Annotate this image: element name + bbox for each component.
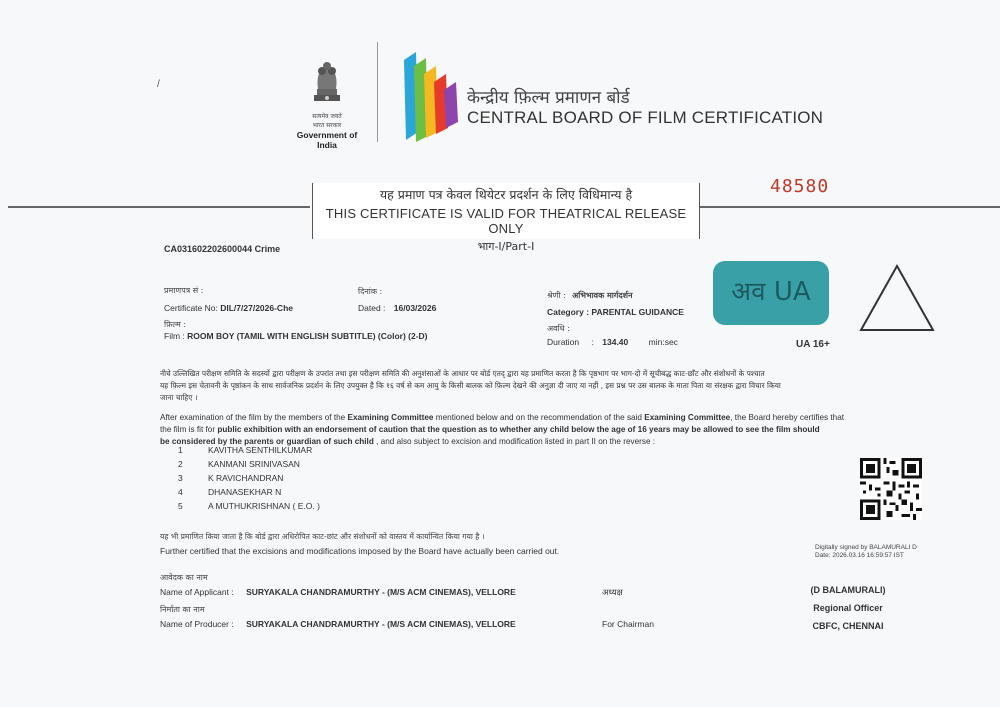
en-bold: Examining Committee (644, 413, 731, 422)
duration-unit: min:sec (648, 337, 678, 347)
applicant-label: Name of Applicant : (160, 587, 234, 597)
member-name: K RAVICHANDRAN (208, 473, 284, 483)
validity-box (312, 183, 700, 253)
date-label: Dated : (358, 303, 386, 313)
emblem-text-en: Government of India (296, 130, 358, 150)
producer-value: SURYAKALA CHANDRAMURTHY - (M/S ACM CINEMAS), VELLORE (246, 619, 516, 629)
category-label: Category (547, 307, 584, 317)
org-name-en: CENTRAL BOARD OF FILM CERTIFICATION (467, 108, 824, 127)
member-number: 5 (178, 501, 183, 511)
committee-members-list (178, 445, 320, 515)
english-paragraph (160, 412, 920, 448)
validity-part: भाग-I/Part-I (477, 240, 535, 253)
hindi-paragraph (160, 368, 920, 404)
date-row (358, 303, 436, 313)
signatory-name: (D BALAMURALI) (810, 585, 886, 595)
category-value: : PARENTAL GUIDANCE (586, 307, 684, 317)
triangle-symbol-icon (857, 262, 937, 334)
member-name: DHANASEKHAR N (208, 487, 282, 497)
digital-signature-line2: Date: 2026.03.16 16:59:57 IST (815, 552, 904, 559)
chair-label-en: For Chairman (602, 619, 654, 629)
en-bold: be considered by the parents or guardian of such child (160, 437, 374, 446)
category-label-hi: श्रेणी : (547, 291, 566, 300)
film-label: Film : (164, 331, 185, 341)
en-text: the film is fit for (160, 425, 218, 434)
signatory-office: CBFC, CHENNAI (812, 621, 884, 631)
validity-en: THIS CERTIFICATE IS VALID FOR THEATRICAL RELEASE ONLY (325, 206, 687, 236)
english-line-2 (160, 424, 920, 436)
cert-no-label-hi: प्रमाणपत्र सं : (164, 286, 204, 295)
stray-mark: / (157, 79, 160, 90)
list-item (178, 487, 320, 501)
digital-signature-line1: Digitally signed by BALAMURALI D (815, 544, 917, 551)
en-text: After examination of the film by the members of the (160, 413, 348, 422)
chair-label-hi: अध्यक्ष (602, 588, 623, 598)
duration-row: Duration : 134.40 min:sec (547, 337, 678, 347)
category-row (547, 307, 684, 317)
member-number: 4 (178, 487, 183, 497)
producer-label: Name of Producer : (160, 619, 234, 629)
duration-label-hi: अवधि : (547, 324, 570, 333)
en-text: , the Board hereby certifies that (730, 413, 845, 422)
hindi-line-2: यह फ़िल्म इस चेतावनी के पृष्ठांकन के साथ सार्वजनिक प्रदर्शन के लिए उपयुक्त है कि १६ वर्ष से कम आयु के किसी बालक को फ़िल्म देखने की अनुज्ञा दी जाए या नहीं , इस प्रश्न पर उस बालक के माता पिता या संरक्षक द्वारा विचार किया (160, 381, 781, 390)
applicant-row (160, 587, 516, 597)
applicant-label-hi: आवेदक का नाम (160, 573, 208, 582)
producer-row (160, 619, 516, 629)
en-text: , and also subject to excision and modification listed in part II on the reverse : (373, 437, 656, 446)
rating-badge: अव UA (713, 261, 829, 325)
certificate-serial-number: 48580 (770, 176, 830, 197)
further-hi: यह भी प्रमाणित किया जाता है कि बोर्ड द्वारा अधिरोपित काट-छांट और संशोधनों को वास्तव में कार्यान्वित किया गया है । (160, 532, 485, 541)
en-bold: Examining Committee (347, 413, 434, 422)
category-value-hi: अभिभावक मार्गदर्शन (572, 291, 633, 300)
org-name-hi: केन्द्रीय फ़िल्म प्रमाणन बोर्ड (467, 88, 630, 108)
producer-label-hi: निर्माता का नाम (160, 605, 205, 614)
film-row (164, 331, 428, 341)
duration-value: 134.40 (602, 337, 629, 347)
member-name: A MUTHUKRISHNAN ( E.O. ) (208, 501, 320, 511)
emblem-text-hi: भारत सरकार (312, 122, 342, 129)
digital-signature (815, 544, 917, 560)
film-value: ROOM BOY (TAMIL WITH ENGLISH SUBTITLE) (Color) (2-D) (187, 331, 428, 341)
duration-label: Duration (547, 337, 580, 347)
member-number: 3 (178, 473, 183, 483)
rule-right (700, 206, 1000, 208)
film-label-hi: फ़िल्म : (164, 320, 187, 329)
signatory-designation: Regional Officer (813, 603, 883, 613)
qr-code (860, 458, 922, 520)
emblem-motto: सत्यमेव जयते (312, 113, 342, 120)
member-number: 1 (178, 445, 183, 455)
cert-no-row (164, 303, 293, 313)
date-value: 16/03/2026 (393, 303, 437, 313)
list-item (178, 459, 320, 473)
member-name: KANMANI SRINIVASAN (208, 459, 300, 469)
header-divider (377, 42, 378, 142)
list-item (178, 473, 320, 487)
reference-code: CA031602202600044 Crime (164, 244, 281, 254)
member-name: KAVITHA SENTHILKUMAR (208, 445, 313, 455)
cert-no-value: DIL/7/27/2026-Che (220, 303, 293, 313)
english-line-1 (160, 412, 920, 424)
list-item (178, 445, 320, 459)
list-item (178, 501, 320, 515)
rule-left (8, 206, 310, 208)
cert-no-label: Certificate No: (164, 303, 218, 313)
date-label-hi: दिनांक : (358, 287, 383, 296)
hindi-line-3: जाना चाहिए । (160, 393, 198, 402)
member-number: 2 (178, 459, 183, 469)
lion-capital-icon (308, 55, 346, 107)
en-text: mentioned below and on the recommendation of the said (433, 413, 645, 422)
hindi-line-1: नीचे उल्लिखित परीक्षण समिति के सदस्यों द्वारा परीक्षण के उपरांत तथा इस परीक्षण समिति की अनुशंसाओं के आधार पर बोर्ड एतद् द्वारा यह प्रमाणित करता है कि पृष्ठभाग पर भाग-दो में सूचीबद्ध काट-छाँट और संशोधनों के पश्चात (160, 369, 765, 378)
category-hi-row (547, 290, 633, 301)
applicant-value: SURYAKALA CHANDRAMURTHY - (M/S ACM CINEMAS), VELLORE (246, 587, 516, 597)
rating-label: UA 16+ (796, 339, 830, 350)
government-emblem (292, 55, 362, 150)
validity-hi: यह प्रमाण पत्र केवल थियेटर प्रदर्शन के लिए विधिमान्य है (379, 187, 633, 202)
cbfc-logo-icon (402, 52, 462, 144)
further-en: Further certified that the excisions and modifications imposed by the Board have actually been carried out. (160, 546, 560, 556)
en-bold: public exhibition with an endorsement of caution that the question as to whether any child below the age of 16 years may be allowed to see the film should (217, 425, 820, 434)
